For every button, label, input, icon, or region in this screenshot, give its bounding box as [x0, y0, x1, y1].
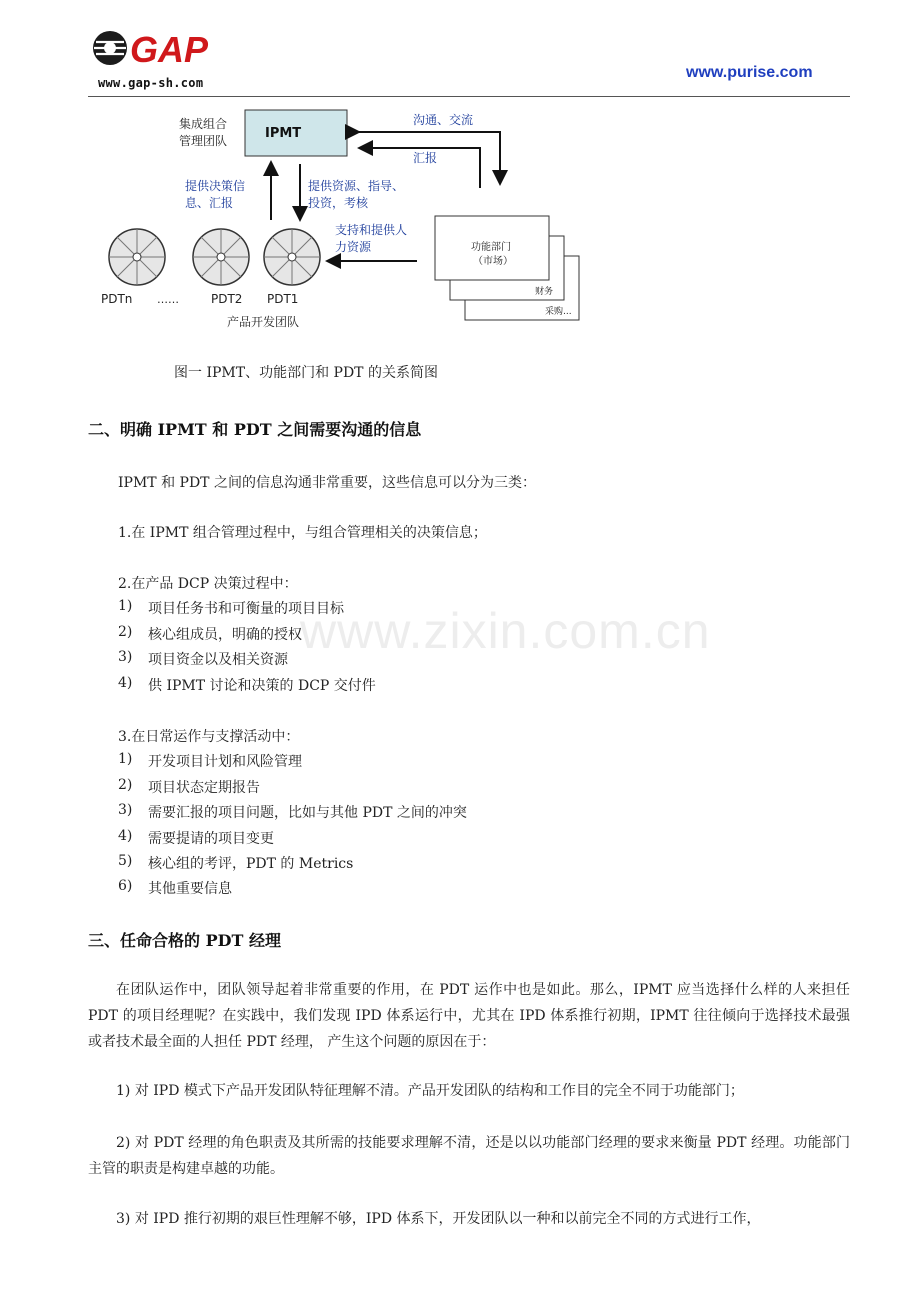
list-item: 项目资金以及相关资源 [148, 652, 288, 668]
list-item-number: 1) [118, 751, 133, 767]
list-item: 其他重要信息 [148, 881, 232, 897]
logo-url: www.gap-sh.com [98, 76, 204, 90]
down-label-2: 投资，考核 [308, 196, 369, 210]
section3-paragraph-4: 3) 对 IPD 推行初期的艰巨性理解不够，IPD 体系下，开发团队以一种和以前完全不同的方式进行工作， [116, 1211, 761, 1227]
list-item-number: 4) [118, 828, 133, 844]
header-divider [88, 96, 850, 97]
section3-paragraph-1: 在团队运作中，团队领导起着非常重要的作用，在 PDT 运作中也是如此。那么，IPMT 应当选择什么样的人来担任 PDT 的项目经理呢？在实践中，我们发现 IPD 体系运行中，尤其在 IPD 体系推行初期，IPMT 往往倾向于选择技术最强或者技术最全面的人担任 PDT 经理， 产生这个问题的原因在于： [88, 982, 850, 1050]
section3-heading: 三、任命合格的 PDT 经理 [88, 931, 281, 950]
ipmt-label-line1: 集成组合 [179, 117, 228, 131]
list-item-number: 4) [118, 675, 133, 691]
list-item: 需要提请的项目变更 [148, 831, 274, 847]
function-label-2: （市场） [473, 256, 513, 267]
list-item: 核心组成员，明确的授权 [148, 627, 302, 643]
pdt-dots: …… [157, 293, 179, 306]
ipmt-box-label: IPMT [265, 126, 302, 141]
list-item-number: 2) [118, 624, 133, 640]
section2-heading: 二、明确 IPMT 和 PDT 之间需要沟通的信息 [88, 420, 422, 439]
pdt-disc-n [109, 229, 165, 285]
section2-item3: 3.在日常运作与支撑活动中： [118, 729, 300, 745]
up-label-1: 提供决策信 [185, 179, 246, 193]
support-label-2: 力资源 [335, 240, 372, 254]
list-item: 核心组的考评，PDT 的 Metrics [148, 856, 354, 872]
pdt-n-label: PDTn [101, 292, 133, 306]
team-label: 产品开发团队 [227, 315, 300, 329]
site-link[interactable]: www.purise.com [686, 64, 813, 81]
section2-item1: 1.在 IPMT 组合管理过程中，与组合管理相关的决策信息； [118, 525, 487, 541]
list-item-number: 3) [118, 649, 133, 665]
pdt-2-label: PDT2 [211, 292, 243, 306]
section2-item2: 2.在产品 DCP 决策过程中： [118, 576, 298, 592]
finance-label: 财务 [535, 287, 554, 297]
section2-intro: IPMT 和 PDT 之间的信息沟通非常重要，这些信息可以分为三类： [118, 475, 536, 491]
logo-text: GAP [130, 29, 209, 70]
list-item-number: 5) [118, 853, 133, 869]
comm-label: 沟通、交流 [413, 113, 474, 127]
list-item-number: 1) [118, 598, 133, 614]
pdt-disc-1 [264, 229, 320, 285]
up-label-2: 息、汇报 [185, 196, 234, 210]
list-item-number: 6) [118, 878, 133, 894]
gap-logo [88, 22, 248, 74]
list-item: 项目状态定期报告 [148, 780, 260, 796]
pdt-disc-2 [193, 229, 249, 285]
list-item: 需要汇报的项目问题，比如与其他 PDT 之间的冲突 [148, 805, 467, 821]
list-item: 开发项目计划和风险管理 [148, 754, 302, 770]
list-item-number: 3) [118, 802, 133, 818]
purchase-label: 采购... [545, 307, 572, 317]
ipmt-label-line2: 管理团队 [179, 134, 228, 148]
list-item-number: 2) [118, 777, 133, 793]
watermark: www.zixin.com.cn [300, 603, 711, 659]
ipmt-diagram [95, 100, 595, 335]
down-label-1: 提供资源、指导、 [308, 179, 405, 193]
function-label-1: 功能部门 [471, 242, 511, 253]
section3-paragraph-2: 1) 对 IPD 模式下产品开发团队特征理解不清。产品开发团队的结构和工作目的完全不同于功能部门； [116, 1083, 744, 1099]
section3-paragraph-3: 2) 对 PDT 经理的角色职责及其所需的技能要求理解不清，还是以以功能部门经理的要求来衡量 PDT 经理。功能部门主管的职责是构建卓越的功能。 [88, 1135, 850, 1177]
list-item: 供 IPMT 讨论和决策的 DCP 交付件 [148, 678, 376, 694]
pdt-1-label: PDT1 [267, 292, 299, 306]
figure-caption: 图一 IPMT、功能部门和 PDT 的关系简图 [174, 365, 438, 381]
list-item: 项目任务书和可衡量的项目目标 [148, 601, 344, 617]
report-label: 汇报 [413, 151, 438, 165]
support-label-1: 支持和提供人 [335, 223, 408, 237]
